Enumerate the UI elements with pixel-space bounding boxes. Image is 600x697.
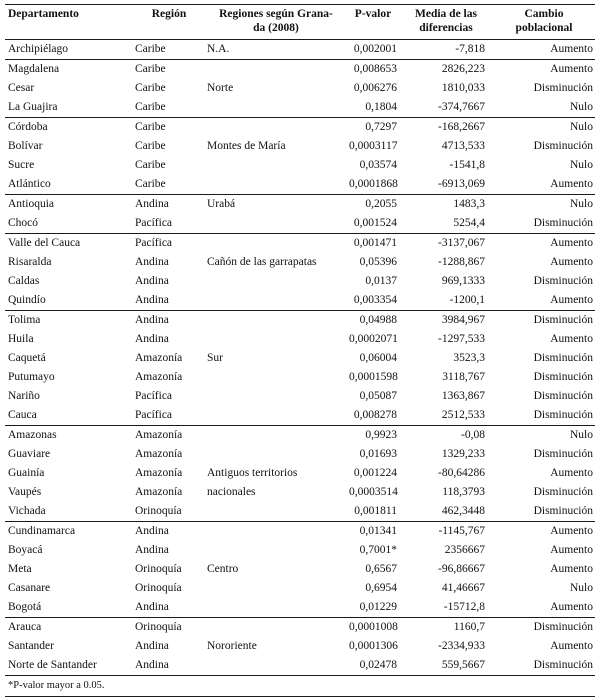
cell-departamento: Valle del Cauca: [8, 237, 81, 249]
cell-region-granada: [205, 502, 347, 522]
cell-departamento: Nariño: [8, 390, 40, 402]
cell-departamento: Vaupés: [8, 486, 42, 498]
cell-departamento: Archipiélago: [5, 40, 133, 60]
cell-cambio-poblacional: Disminución: [533, 352, 593, 364]
cell-media-diferencias: 3984,967: [441, 314, 485, 326]
cell-departamento: Vichada: [5, 502, 133, 522]
table-row: [5, 156, 595, 175]
cell-region: Orinoquía: [135, 621, 182, 633]
cell-cambio-poblacional: Disminución: [533, 314, 593, 326]
cell-cambio-poblacional: Aumento: [550, 63, 593, 75]
cell-region: Andina: [135, 256, 169, 268]
cell-region: Orinoquía: [133, 502, 205, 522]
table-row: [5, 272, 595, 291]
cell-region-granada: [205, 368, 347, 387]
cell-region: Amazonía: [135, 467, 183, 479]
cell-media-diferencias: 1363,867: [441, 390, 485, 402]
cell-region-granada: [205, 426, 347, 446]
cell-pvalor: 0,03574: [359, 159, 397, 171]
cell-cambio-poblacional: Nulo: [570, 582, 593, 594]
table-header: [5, 5, 595, 40]
cell-media-diferencias: 1160,7: [453, 621, 485, 633]
cell-media-diferencias: 4713,533: [441, 140, 485, 152]
cell-departamento: Caldas: [8, 275, 40, 287]
cell-region: Amazonía: [135, 448, 183, 460]
cell-region: Pacífica: [135, 390, 173, 402]
table-row: [5, 98, 595, 118]
cell-media-diferencias: -15712,8: [405, 598, 493, 618]
table-row: [5, 618, 595, 638]
cell-region-granada: Cañón de las garrapatas: [207, 256, 317, 268]
cell-media-diferencias: 2826,223: [441, 63, 485, 75]
cell-media-diferencias: 559,5667: [405, 656, 493, 676]
cell-region-granada: [205, 311, 347, 331]
cell-departamento: Amazonas: [8, 429, 57, 441]
cell-media-diferencias: -2334,933: [438, 640, 485, 652]
cell-departamento: Meta: [8, 563, 32, 575]
cell-cambio-poblacional: Disminución: [493, 214, 595, 234]
cell-region-granada: [205, 406, 347, 426]
cell-cambio-poblacional: Disminución: [533, 82, 593, 94]
cell-region: Caribe: [133, 40, 205, 60]
cell-cambio-poblacional: Aumento: [550, 256, 593, 268]
cell-cambio-poblacional: Aumento: [493, 40, 595, 60]
cell-cambio-poblacional: Aumento: [550, 237, 593, 249]
cell-region-granada: [205, 118, 347, 138]
cell-cambio-poblacional: Nulo: [493, 98, 595, 118]
table-row: [5, 79, 595, 98]
table-row: [5, 445, 595, 464]
cell-departamento: Bolívar: [8, 140, 43, 152]
cell-cambio-poblacional: Disminución: [533, 371, 593, 383]
cell-pvalor: 0,001471: [353, 237, 397, 249]
cell-media-diferencias: 969,1333: [441, 275, 485, 287]
cell-pvalor: 0,003354: [347, 291, 405, 311]
cell-region: Andina: [133, 291, 205, 311]
table-row: [5, 541, 595, 560]
cell-region: Orinoquía: [135, 563, 182, 575]
cell-region-granada: [205, 98, 347, 118]
header-label: Región: [151, 8, 187, 20]
cell-region-granada: N.A.: [205, 40, 347, 60]
table-row: [5, 195, 595, 215]
cell-cambio-poblacional: Disminución: [493, 656, 595, 676]
cell-pvalor: 0,06004: [359, 352, 397, 364]
cell-region-granada: Nororiente: [207, 640, 257, 652]
cell-media-diferencias: -1288,867: [438, 256, 485, 268]
table-row: [5, 522, 595, 542]
cell-departamento: Sucre: [8, 159, 35, 171]
col-header-pvalor: [347, 5, 405, 40]
cell-departamento: Atlántico: [5, 175, 133, 195]
cell-region-granada: Antiguos territorios: [207, 467, 298, 479]
cell-media-diferencias: -1200,1: [405, 291, 493, 311]
cell-media-diferencias: 3523,3: [453, 352, 485, 364]
cell-region: Andina: [135, 333, 169, 345]
cell-region-granada: [205, 541, 347, 560]
cell-pvalor: 0,6954: [365, 582, 397, 594]
cell-media-diferencias: -3137,067: [438, 237, 485, 249]
cell-media-diferencias: 462,3448: [405, 502, 493, 522]
cell-media-diferencias: 1329,233: [441, 448, 485, 460]
cell-region-granada: [205, 175, 347, 195]
table-row: [5, 387, 595, 406]
departments-comparison-table: [5, 4, 595, 676]
cell-pvalor: 0,05087: [359, 390, 397, 402]
cell-region: Pacífica: [135, 237, 173, 249]
cell-pvalor: 0,0003117: [349, 140, 398, 152]
cell-region-granada: [205, 60, 347, 80]
cell-region-granada: [205, 579, 347, 598]
table-row: [5, 368, 595, 387]
table-row: [5, 406, 595, 426]
cell-region: Andina: [135, 314, 169, 326]
cell-pvalor: 0,9923: [365, 429, 397, 441]
table-row: [5, 234, 595, 254]
cell-cambio-poblacional: Disminución: [533, 448, 593, 460]
cell-cambio-poblacional: Aumento: [550, 525, 593, 537]
cell-media-diferencias: 5254,4: [405, 214, 493, 234]
cell-region: Caribe: [133, 175, 205, 195]
cell-region: Amazonía: [135, 486, 183, 498]
cell-departamento: Cundinamarca: [8, 525, 76, 537]
cell-media-diferencias: 41,46667: [441, 582, 485, 594]
cell-pvalor: 0,02478: [347, 656, 405, 676]
cell-region-granada: Urabá: [207, 198, 236, 210]
cell-media-diferencias: -1297,533: [438, 333, 485, 345]
cell-media-diferencias: 3118,767: [442, 371, 485, 383]
cell-region: Caribe: [135, 159, 166, 171]
table-row: [5, 579, 595, 598]
cell-pvalor: 0,7001*: [359, 544, 397, 556]
cell-pvalor: 0,01341: [359, 525, 397, 537]
cell-region-granada: [205, 330, 347, 349]
table-row: [5, 656, 595, 676]
cell-region: Amazonía: [135, 371, 183, 383]
cell-media-diferencias: 118,3793: [442, 486, 485, 498]
cell-pvalor: 0,001524: [347, 214, 405, 234]
cell-cambio-poblacional: Aumento: [493, 291, 595, 311]
cell-departamento: Risaralda: [8, 256, 52, 268]
cell-cambio-poblacional: Nulo: [570, 429, 593, 441]
cell-region: Andina: [135, 640, 169, 652]
cell-region-granada: [205, 522, 347, 542]
cell-media-diferencias: -96,86667: [438, 563, 485, 575]
table-row: [5, 502, 595, 522]
cell-pvalor: 0,001224: [353, 467, 397, 479]
cell-region: Caribe: [135, 63, 166, 75]
cell-media-diferencias: -6913,069: [405, 175, 493, 195]
cell-region-granada: [205, 387, 347, 406]
header-label-line2: da (2008): [253, 21, 299, 34]
cell-pvalor: 0,001811: [347, 502, 405, 522]
cell-departamento: Norte de Santander: [5, 656, 133, 676]
cell-region: Amazonía: [135, 352, 183, 364]
header-label: P-valor: [354, 8, 392, 20]
table-row: [5, 349, 595, 368]
cell-departamento: Bogotá: [5, 598, 133, 618]
cell-pvalor: 0,2055: [365, 198, 397, 210]
col-header-regiones-granada: [205, 5, 347, 40]
table-row: [5, 40, 595, 60]
col-header-media-diferencias: [405, 5, 493, 40]
cell-pvalor: 0,04988: [359, 314, 397, 326]
header-label-line2: poblacional: [515, 21, 573, 34]
cell-region-granada: [205, 156, 347, 175]
cell-region-granada: Montes de María: [207, 140, 286, 152]
cell-region: Caribe: [133, 98, 205, 118]
cell-region: Andina: [133, 598, 205, 618]
cell-region-granada: nacionales: [207, 486, 256, 498]
cell-pvalor: 0,0001306: [349, 640, 398, 652]
table-row: [5, 60, 595, 80]
cell-region-granada: [205, 234, 347, 254]
cell-region: Caribe: [135, 140, 166, 152]
table-body: [5, 40, 595, 676]
cell-media-diferencias: -374,7667: [405, 98, 493, 118]
table-row: [5, 426, 595, 446]
table-row: [5, 560, 595, 579]
cell-region: Pacífica: [133, 214, 205, 234]
cell-cambio-poblacional: Disminución: [533, 621, 593, 633]
cell-region: Andina: [135, 544, 169, 556]
header-label-line2: diferencias: [419, 21, 473, 34]
cell-departamento: Antioquia: [8, 198, 54, 210]
cell-region-granada: [205, 598, 347, 618]
cell-pvalor: 0,01229: [347, 598, 405, 618]
cell-region-granada: [205, 445, 347, 464]
cell-media-diferencias: 1483,3: [453, 198, 485, 210]
cell-pvalor: 0,0001008: [349, 621, 398, 633]
cell-region: Amazonía: [135, 429, 183, 441]
table-row: [5, 253, 595, 272]
cell-media-diferencias: -80,64286: [438, 467, 485, 479]
cell-pvalor: 0,008653: [353, 63, 397, 75]
cell-pvalor: 0,008278: [347, 406, 405, 426]
cell-cambio-poblacional: Disminución: [533, 275, 593, 287]
table-row: [5, 637, 595, 656]
cell-media-diferencias: 2356667: [444, 544, 485, 556]
header-row: [5, 5, 595, 40]
cell-cambio-poblacional: Disminución: [493, 406, 595, 426]
cell-departamento: Casanare: [8, 582, 51, 594]
cell-pvalor: 0,0002071: [349, 333, 398, 345]
cell-departamento: Santander: [8, 640, 54, 652]
header-label-line1: Cambio: [524, 8, 564, 20]
cell-media-diferencias: 2512,533: [405, 406, 493, 426]
cell-cambio-poblacional: Aumento: [550, 467, 593, 479]
table-row: [5, 598, 595, 618]
cell-pvalor: 0,0003514: [349, 486, 398, 498]
header-label-line1: Media de las: [415, 8, 477, 20]
cell-pvalor: 0,006276: [353, 82, 397, 94]
cell-departamento: Quindío: [5, 291, 133, 311]
cell-pvalor: 0,0001868: [347, 175, 405, 195]
cell-departamento: La Guajira: [5, 98, 133, 118]
cell-region: Caribe: [135, 82, 166, 94]
cell-region-granada: [205, 214, 347, 234]
table-row: [5, 137, 595, 156]
cell-media-diferencias: -7,818: [405, 40, 493, 60]
cell-region: Andina: [133, 656, 205, 676]
cell-cambio-poblacional: Aumento: [550, 640, 593, 652]
cell-departamento: Boyacá: [8, 544, 43, 556]
col-header-cambio-poblacional: [493, 5, 595, 40]
cell-media-diferencias: -168,2667: [438, 121, 485, 133]
cell-departamento: Putumayo: [8, 371, 55, 383]
cell-region-granada: Sur: [207, 352, 223, 364]
cell-region-granada: Norte: [207, 82, 234, 94]
cell-departamento: Caquetá: [8, 352, 46, 364]
col-header-region: [133, 5, 205, 40]
cell-departamento: Guaviare: [8, 448, 51, 460]
table-row: [5, 175, 595, 195]
cell-cambio-poblacional: Disminución: [533, 486, 593, 498]
cell-departamento: Córdoba: [8, 121, 48, 133]
table-row: [5, 118, 595, 138]
table-row: [5, 291, 595, 311]
cell-cambio-poblacional: Nulo: [570, 198, 593, 210]
footnote: *P-valor mayor a 0.05.: [5, 676, 595, 697]
cell-cambio-poblacional: Aumento: [550, 544, 593, 556]
cell-cambio-poblacional: Aumento: [493, 598, 595, 618]
table-row: [5, 464, 595, 483]
cell-pvalor: 0,0001598: [349, 371, 398, 383]
cell-region: Pacífica: [133, 406, 205, 426]
cell-cambio-poblacional: Disminución: [533, 390, 593, 402]
table-row: [5, 214, 595, 234]
header-label: Departamento: [8, 8, 79, 20]
cell-media-diferencias: 1810,033: [441, 82, 485, 94]
cell-pvalor: 0,6567: [365, 563, 397, 575]
table-row: [5, 330, 595, 349]
cell-departamento: Chocó: [5, 214, 133, 234]
cell-pvalor: 0,05396: [359, 256, 397, 268]
cell-region-granada: [205, 272, 347, 291]
cell-cambio-poblacional: Disminución: [493, 502, 595, 522]
cell-region-granada: Centro: [207, 563, 239, 575]
cell-pvalor: 0,1804: [347, 98, 405, 118]
cell-departamento: Guainía: [8, 467, 45, 479]
cell-cambio-poblacional: Aumento: [550, 333, 593, 345]
header-label-line1: Regiones según Grana-: [219, 8, 333, 20]
cell-region-granada: [205, 291, 347, 311]
cell-cambio-poblacional: Disminución: [533, 140, 593, 152]
cell-pvalor: 0,0137: [365, 275, 397, 287]
cell-media-diferencias: -0,08: [461, 429, 485, 441]
cell-departamento: Cesar: [8, 82, 35, 94]
cell-departamento: Arauca: [8, 621, 42, 633]
table-row: [5, 311, 595, 331]
cell-cambio-poblacional: Aumento: [550, 563, 593, 575]
cell-cambio-poblacional: Aumento: [493, 175, 595, 195]
col-header-departamento: [5, 5, 133, 40]
cell-departamento: Cauca: [5, 406, 133, 426]
cell-region-granada: [205, 656, 347, 676]
cell-departamento: Tolima: [8, 314, 41, 326]
cell-region: Andina: [135, 275, 169, 287]
cell-departamento: Magdalena: [8, 63, 60, 75]
cell-cambio-poblacional: Nulo: [570, 159, 593, 171]
cell-region-granada: [205, 618, 347, 638]
cell-pvalor: 0,01693: [359, 448, 397, 460]
cell-region: Andina: [135, 525, 169, 537]
cell-media-diferencias: -1145,767: [438, 525, 485, 537]
cell-region: Caribe: [135, 121, 166, 133]
cell-region: Orinoquía: [135, 582, 182, 594]
cell-region: Andina: [135, 198, 169, 210]
cell-pvalor: 0,002001: [347, 40, 405, 60]
table-row: [5, 483, 595, 502]
cell-media-diferencias: -1541,8: [449, 159, 485, 171]
cell-pvalor: 0,7297: [365, 121, 397, 133]
cell-departamento: Huila: [8, 333, 34, 345]
cell-cambio-poblacional: Nulo: [570, 121, 593, 133]
